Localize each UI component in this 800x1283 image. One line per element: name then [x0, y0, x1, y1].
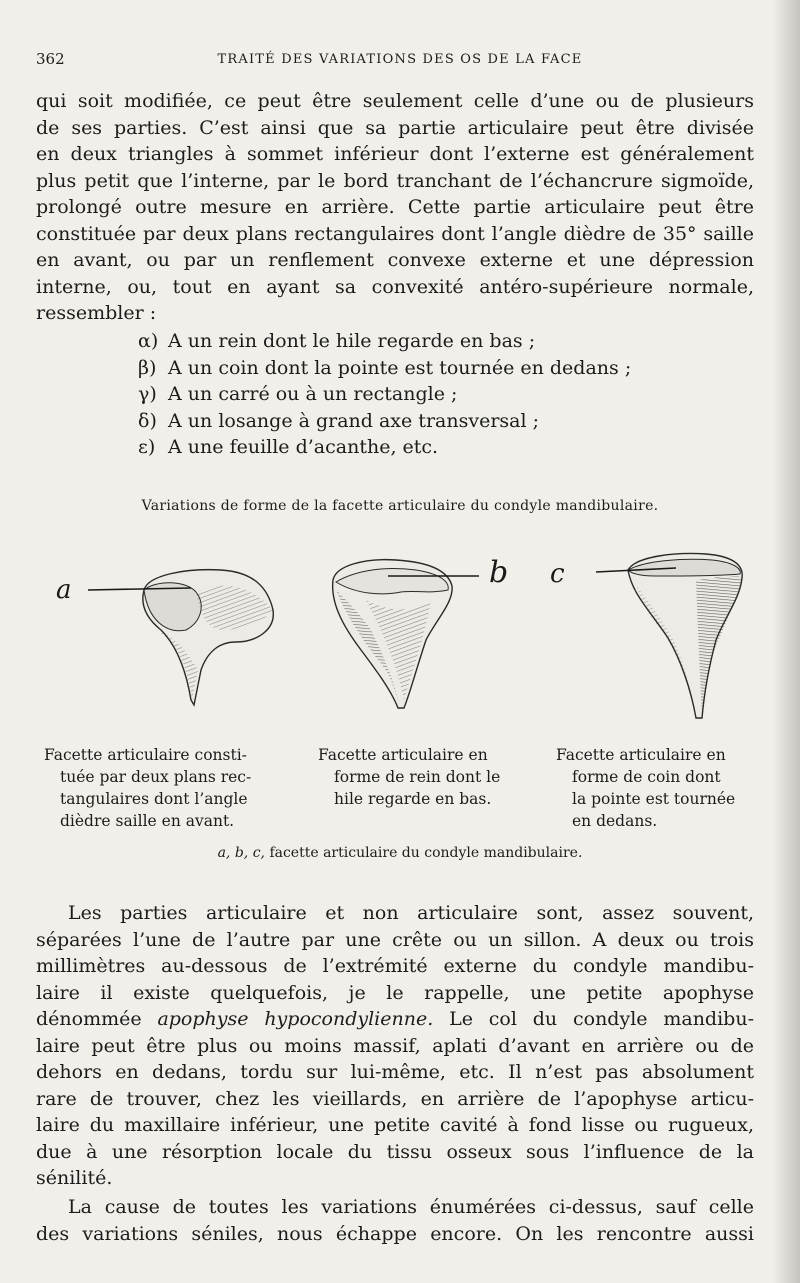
text-line: de ses parties. C’est ainsi que sa partie articulaire peut être divisée — [36, 116, 754, 139]
text-line: en deux triangles à sommet inférieur dont l’externe est généralement — [36, 143, 754, 165]
page-edge-shadow — [772, 0, 800, 1283]
text-run: Le col du condyle mandibu- — [449, 1008, 754, 1030]
list-item-text: A un carré ou à un rectangle ; — [168, 383, 458, 405]
subcaption-line: Facette articulaire en — [318, 746, 488, 764]
text-line: des variations séniles, nous échappe encore. On les rencontre aussi — [36, 1222, 754, 1245]
paragraph-3 — [36, 1194, 754, 1247]
page-number: 362 — [36, 50, 65, 68]
text-line: sénilité. — [36, 1167, 113, 1189]
label-c: c — [550, 559, 565, 589]
list-item-text: A un coin dont la pointe est tournée en dedans ; — [168, 356, 632, 379]
text-line: interne, ou, tout en ayant sa convexité antéro-supérieure normale, — [36, 275, 754, 298]
list-item — [138, 408, 698, 435]
list-marker: ε) — [138, 436, 156, 458]
label-a: a — [56, 575, 72, 605]
subcaption-c — [556, 744, 762, 832]
text-line: ressembler : — [36, 302, 157, 324]
list-marker: β) — [138, 356, 157, 379]
figure-caption: Variations de forme de la facette articulaire du condyle mandibulaire. — [141, 498, 659, 514]
text-line: laire il existe quelquefois, je le rappelle, une petite apophyse — [36, 981, 754, 1004]
subcaption-line: tuée par deux plans rec- — [60, 768, 252, 786]
running-head — [36, 50, 764, 74]
subcaption-line: tangulaires dont l’angle — [60, 790, 248, 808]
subcaption-line: Facette articulaire consti- — [44, 746, 247, 764]
condyle-b-drawing — [333, 560, 479, 708]
paragraph-1 — [36, 88, 754, 327]
condyle-figure — [36, 530, 764, 740]
text-line: due à une résorption locale du tissu osseux sous l’influence de la — [36, 1140, 754, 1163]
legend-letters: a, b, c, — [217, 845, 265, 861]
subcaption-line: en dedans. — [572, 812, 658, 830]
list-item-text: A un losange à grand axe transversal ; — [168, 409, 539, 432]
shape-list — [138, 328, 698, 461]
list-item — [138, 355, 698, 382]
condyle-a-drawing — [88, 570, 273, 705]
text-line: en avant, ou par un renflement convexe externe et une dépression — [36, 249, 754, 271]
list-item-text: A une feuille d’acanthe, etc. — [168, 436, 439, 458]
legend-text: facette articulaire du condyle mandibulaire. — [269, 845, 583, 861]
list-item — [138, 434, 698, 461]
paragraph-2 — [36, 900, 754, 1192]
list-item — [138, 328, 698, 355]
subcaption-a — [44, 744, 289, 832]
list-marker: γ) — [138, 383, 157, 405]
text-line: prolongé outre mesure en arrière. Cette partie articulaire peut être — [36, 196, 754, 218]
list-item — [138, 381, 698, 408]
text-line: rare de trouver, chez les vieillards, en arrière de l’apophyse articu- — [36, 1087, 754, 1110]
figure-legend — [36, 845, 764, 861]
text-line-mixed — [36, 1006, 754, 1033]
running-title: TRAITÉ DES VARIATIONS DES OS DE LA FACE — [217, 52, 583, 67]
text-line: dehors en dedans, tordu sur lui-même, etc. Il n’est pas absolument — [36, 1061, 754, 1083]
list-marker: δ) — [138, 409, 157, 432]
label-b: b — [489, 555, 509, 590]
text-line: laire du maxillaire inférieur, une petite cavité à fond lisse ou rugueux, — [36, 1114, 754, 1136]
italic-term: apophyse hypocondylienne. — [157, 1008, 434, 1030]
text-run: dénommée — [36, 1008, 142, 1030]
subcaption-line: la pointe est tournée — [572, 790, 736, 808]
subcaption-line: dièdre saille en avant. — [60, 812, 235, 830]
subcaption-line: forme de rein dont le — [334, 768, 501, 786]
text-line: laire peut être plus ou moins massif, aplati d’avant en arrière ou de — [36, 1034, 754, 1057]
text-line: Les parties articulaire et non articulaire sont, assez souvent, — [68, 902, 754, 924]
text-line: qui soit modifiée, ce peut être seulement celle d’une ou de plusieurs — [36, 90, 754, 112]
text-line: millimètres au-dessous de l’extrémité externe du condyle mandibu- — [36, 955, 754, 977]
list-item-text: A un rein dont le hile regarde en bas ; — [168, 330, 536, 352]
subcaption-b — [318, 744, 528, 810]
text-line: séparées l’une de l’autre par une crête ou un sillon. A deux ou trois — [36, 928, 754, 951]
text-line: La cause de toutes les variations énumérées ci-dessus, sauf celle — [68, 1196, 754, 1218]
text-line: plus petit que l’interne, par le bord tranchant de l’échancrure sigmoïde, — [36, 169, 754, 192]
subcaption-line: forme de coin dont — [572, 768, 721, 786]
text-line: constituée par deux plans rectangulaires dont l’angle dièdre de 35° saille — [36, 222, 754, 245]
subcaption-line: hile regarde en bas. — [334, 790, 492, 808]
condyle-c-drawing — [596, 554, 742, 718]
subcaption-line: Facette articulaire en — [556, 746, 726, 764]
list-marker: α) — [138, 330, 159, 352]
